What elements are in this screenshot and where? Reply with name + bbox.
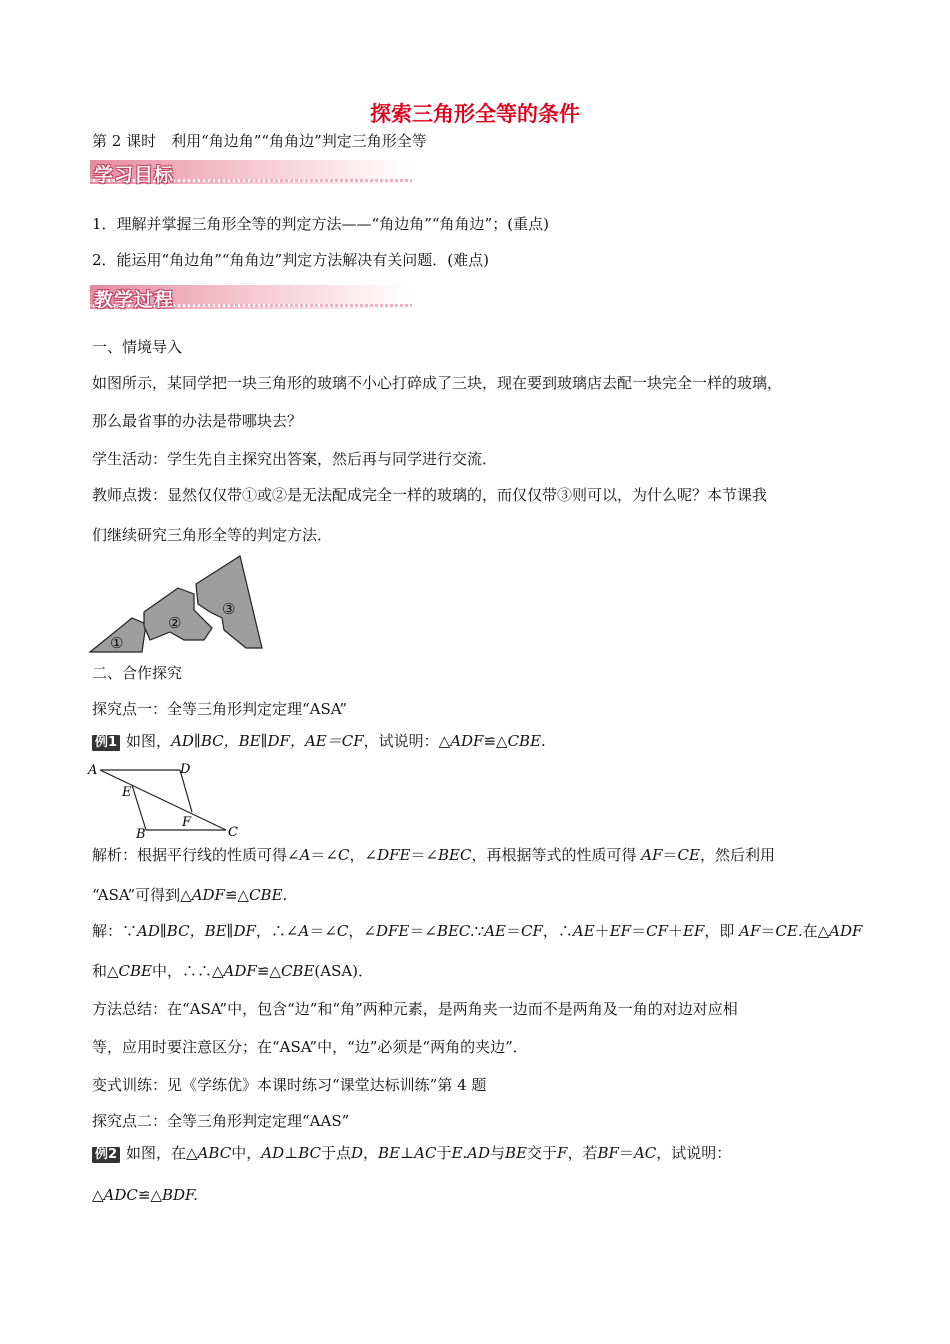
example-2-line-2: △ADC≌△BDF. — [92, 1186, 198, 1204]
analysis-line-1: 解析：根据平行线的性质可得∠A＝∠C，∠DFE＝∠BEC，再根据等式的性质可得 AF＝CE，然后利用 — [92, 846, 775, 864]
paragraph: 学生活动：学生先自主探究出答案，然后再与同学进行交流． — [92, 450, 498, 468]
process-banner — [90, 285, 412, 309]
paragraph: 教师点拨：显然仅仅带①或②是无法配成完全一样的玻璃的，而仅仅带③则可以，为什么呢？本节课我 — [92, 486, 768, 504]
piece-label-2: ② — [168, 614, 182, 632]
goal-item: 1．理解并掌握三角形全等的判定方法——“角边角”“角角边”；(重点) — [92, 215, 549, 233]
paragraph: 那么最省事的办法是带哪块去？ — [92, 412, 303, 430]
broken-glass-figure — [88, 556, 268, 656]
method-summary: 等，应用时要注意区分；在“ASA”中，“边”必须是“两角的夹边”． — [92, 1038, 528, 1056]
example-badge: 例2 — [92, 1147, 120, 1163]
piece-label-1: ① — [110, 634, 124, 652]
point-label-b: B — [136, 827, 146, 842]
section-heading: 二、合作探究 — [92, 664, 183, 682]
method-summary: 方法总结：在“ASA”中，包含“边”和“角”两种元素，是两角夹一边而不是两角及一角的对边对应相 — [92, 1000, 738, 1018]
piece-label-3: ③ — [222, 600, 236, 618]
analysis-line-2: “ASA”可得到△ADF≌△CBE. — [92, 886, 288, 904]
process-banner-label: 教学过程 — [94, 289, 175, 311]
solution-line-2: 和△CBE中，∴∴△ADF≌△CBE(ASA)． — [92, 962, 374, 980]
goal-item: 2．能运用“角边角”“角角边”判定方法解决有关问题．(难点) — [92, 251, 489, 269]
point-label-d: D — [180, 762, 191, 777]
point-label-e: E — [122, 785, 132, 800]
paragraph: 如图所示，某同学把一块三角形的玻璃不小心打碎成了三块，现在要到玻璃店去配一块完全一样的玻璃， — [92, 374, 783, 392]
variant-training: 变式训练：见《学练优》本课时练习“课堂达标训练”第 4 题 — [92, 1076, 487, 1094]
example-badge: 例1 — [92, 735, 120, 751]
example-2: 例2 如图，在△ABC中，AD⊥BC于点D，BE⊥AC于E.AD与BE交于F，若BF＝AC，试说明： — [92, 1142, 731, 1163]
example-1: 例1 如图，AD∥BC，BE∥DF，AE＝CF，试说明：△ADF≌△CBE. — [92, 730, 546, 751]
paragraph: 们继续研究三角形全等的判定方法． — [92, 526, 333, 544]
lesson-subtitle: 第 2 课时 利用“角边角”“角角边”判定三角形全等 — [92, 132, 427, 150]
page-title: 探索三角形全等的条件 — [370, 102, 580, 126]
solution-line-1: 解：∵AD∥BC，BE∥DF，∴∠A＝∠C，∠DFE＝∠BEC.∵AE＝CF，∴AE＋EF＝CF＋EF，即 AF＝CE.在△ADF — [92, 922, 863, 940]
point-label-a: A — [88, 763, 98, 778]
subsection-heading: 探究点一：全等三角形判定定理“ASA” — [92, 700, 348, 718]
geometry-figure-abcd — [88, 760, 248, 840]
point-label-c: C — [228, 825, 238, 840]
point-label-f: F — [182, 815, 192, 830]
subsection-heading: 探究点二：全等三角形判定定理“AAS” — [92, 1112, 350, 1130]
goals-banner-label: 学习目标 — [94, 164, 175, 186]
section-heading: 一、情境导入 — [92, 338, 183, 356]
goals-banner — [90, 160, 412, 184]
